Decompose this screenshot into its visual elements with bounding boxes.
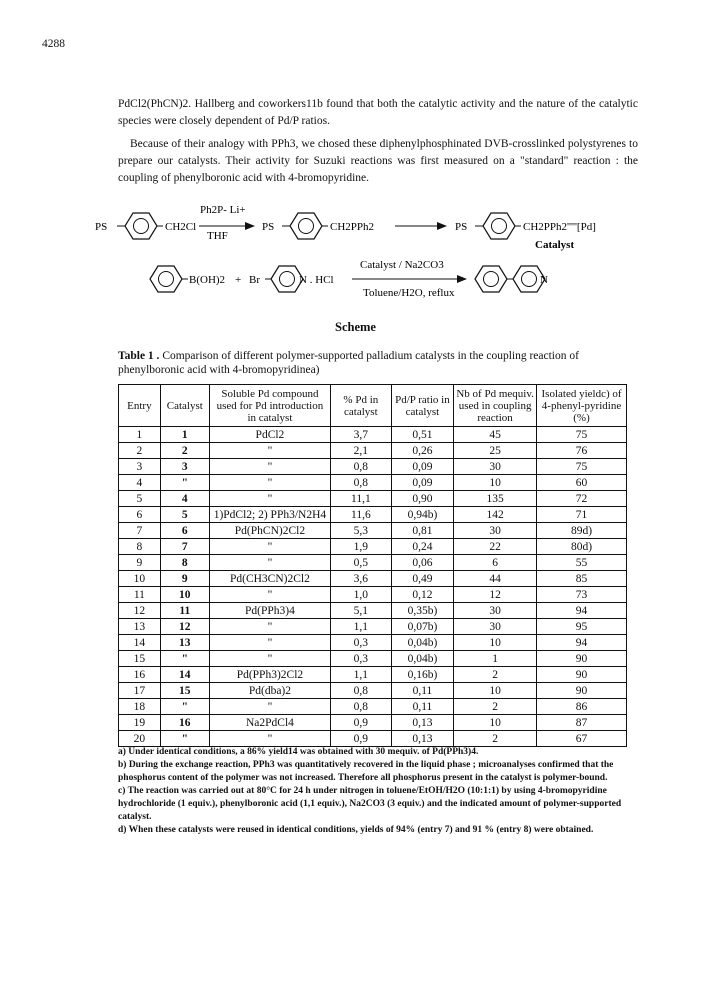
cell-pd-compound: " bbox=[209, 731, 330, 747]
cell-yield: 60 bbox=[537, 475, 627, 491]
cell-pd-p-ratio: 0,12 bbox=[391, 587, 453, 603]
cell-pd-compound: Pd(PhCN)2Cl2 bbox=[209, 523, 330, 539]
cell-pd-percent: 0,9 bbox=[331, 715, 392, 731]
cell-catalyst: 11 bbox=[160, 603, 209, 619]
cell-pd-p-ratio: 0,11 bbox=[391, 683, 453, 699]
table-row bbox=[119, 699, 627, 715]
catalyst-label: Catalyst bbox=[535, 239, 575, 251]
cell-entry: 16 bbox=[119, 667, 161, 683]
cell-nb-pd: 30 bbox=[454, 603, 537, 619]
cell-pd-compound: " bbox=[209, 539, 330, 555]
cell-pd-p-ratio: 0,26 bbox=[391, 443, 453, 459]
plus-sign: + bbox=[235, 274, 242, 286]
page-number: 4288 bbox=[42, 38, 65, 50]
table-row bbox=[119, 619, 627, 635]
cell-nb-pd: 10 bbox=[454, 715, 537, 731]
ch2pph2-label: CH2PPh2 bbox=[330, 221, 375, 233]
cell-yield: 72 bbox=[537, 491, 627, 507]
cell-entry: 10 bbox=[119, 571, 161, 587]
table-footnotes bbox=[118, 746, 638, 837]
header-nb-pd: Nb of Pd mequiv. used in coupling reaction bbox=[454, 385, 537, 427]
header-entry: Entry bbox=[119, 385, 161, 427]
cell-nb-pd: 30 bbox=[454, 459, 537, 475]
cell-catalyst: " bbox=[160, 475, 209, 491]
cell-yield: 90 bbox=[537, 667, 627, 683]
cell-pd-percent: 0,8 bbox=[331, 459, 392, 475]
reagent-top: Ph2P- Li+ bbox=[200, 204, 246, 216]
cell-catalyst: 13 bbox=[160, 635, 209, 651]
cell-nb-pd: 10 bbox=[454, 475, 537, 491]
cell-pd-percent: 1,1 bbox=[331, 619, 392, 635]
table-row bbox=[119, 475, 627, 491]
table-row bbox=[119, 731, 627, 747]
table-row bbox=[119, 507, 627, 523]
cell-pd-percent: 0,3 bbox=[331, 651, 392, 667]
cell-pd-percent: 3,7 bbox=[331, 427, 392, 443]
cell-entry: 12 bbox=[119, 603, 161, 619]
cell-pd-p-ratio: 0,07b) bbox=[391, 619, 453, 635]
reaction-scheme bbox=[95, 196, 635, 316]
cell-pd-compound: 1)PdCl2; 2) PPh3/N2H4 bbox=[209, 507, 330, 523]
header-yield: Isolated yieldc) of 4-phenyl-pyridine (%) bbox=[537, 385, 627, 427]
footnote-d: d) When these catalysts were reused in identical conditions, yields of 94% (entry 7) and 91 % (entry 8) were obtained. bbox=[118, 825, 594, 835]
cell-yield: 89d) bbox=[537, 523, 627, 539]
cell-catalyst: 12 bbox=[160, 619, 209, 635]
cell-pd-p-ratio: 0,09 bbox=[391, 475, 453, 491]
cell-yield: 87 bbox=[537, 715, 627, 731]
table-row bbox=[119, 715, 627, 731]
cell-entry: 20 bbox=[119, 731, 161, 747]
cell-pd-compound: " bbox=[209, 443, 330, 459]
cell-entry: 11 bbox=[119, 587, 161, 603]
n-label-product: N bbox=[540, 274, 548, 286]
cell-pd-compound: " bbox=[209, 491, 330, 507]
table-caption-label: Table 1 . bbox=[118, 350, 160, 362]
cell-yield: 55 bbox=[537, 555, 627, 571]
cell-catalyst: " bbox=[160, 731, 209, 747]
cell-catalyst: 8 bbox=[160, 555, 209, 571]
cell-entry: 17 bbox=[119, 683, 161, 699]
table-row bbox=[119, 603, 627, 619]
cell-pd-p-ratio: 0,04b) bbox=[391, 635, 453, 651]
table-row bbox=[119, 427, 627, 443]
biphenyl-product bbox=[475, 266, 545, 292]
cell-catalyst: 1 bbox=[160, 427, 209, 443]
table-row bbox=[119, 539, 627, 555]
footnote-b: b) During the exchange reaction, PPh3 was quantitatively recovered in the liquid phase ; microanalyses confirmed that the phosphorus content of the polymer was not increased. Therefore all phosphorus present in the catalyst is polymer-bound. bbox=[118, 760, 614, 783]
cell-pd-p-ratio: 0,13 bbox=[391, 715, 453, 731]
cell-pd-p-ratio: 0,09 bbox=[391, 459, 453, 475]
cell-nb-pd: 2 bbox=[454, 699, 537, 715]
cell-entry: 3 bbox=[119, 459, 161, 475]
benzene-ring-3 bbox=[483, 213, 515, 239]
cell-pd-compound: " bbox=[209, 699, 330, 715]
cell-catalyst: 7 bbox=[160, 539, 209, 555]
cell-entry: 19 bbox=[119, 715, 161, 731]
cell-catalyst: " bbox=[160, 651, 209, 667]
ch2cl-label: CH2Cl bbox=[165, 221, 197, 233]
cell-entry: 18 bbox=[119, 699, 161, 715]
cell-pd-p-ratio: 0,16b) bbox=[391, 667, 453, 683]
conditions-bottom: Toluene/H2O, reflux bbox=[363, 287, 455, 299]
cell-pd-percent: 5,1 bbox=[331, 603, 392, 619]
cell-nb-pd: 45 bbox=[454, 427, 537, 443]
cell-pd-compound: " bbox=[209, 587, 330, 603]
conditions-top: Catalyst / Na2CO3 bbox=[360, 259, 444, 271]
cell-nb-pd: 44 bbox=[454, 571, 537, 587]
cell-pd-percent: 0,5 bbox=[331, 555, 392, 571]
cell-pd-percent: 11,1 bbox=[331, 491, 392, 507]
paragraph-analogy: Because of their analogy with PPh3, we chosed these diphenylphosphinated DVB-crosslinked polystyrenes to prepare our catalysts. Their activity for Suzuki reactions was first measured on a "standard" reaction : the coupling of phenylboronic acid with 4-bromopyridine. bbox=[118, 138, 638, 184]
cell-entry: 7 bbox=[119, 523, 161, 539]
table-caption bbox=[118, 349, 638, 377]
cell-yield: 95 bbox=[537, 619, 627, 635]
cell-pd-p-ratio: 0,49 bbox=[391, 571, 453, 587]
reagent-bottom: THF bbox=[207, 230, 228, 242]
table-row bbox=[119, 571, 627, 587]
cell-yield: 80d) bbox=[537, 539, 627, 555]
table-row bbox=[119, 683, 627, 699]
cell-pd-p-ratio: 0,11 bbox=[391, 699, 453, 715]
ps-label-3: PS bbox=[455, 221, 468, 233]
paragraph-intro: PdCl2(PhCN)2. Hallberg and coworkers11b found that both the catalytic activity and the nature of the catalytic species were closely dependent of Pd/P ratios. bbox=[118, 98, 638, 127]
boronic-label: B(OH)2 bbox=[189, 274, 226, 286]
cell-pd-compound: " bbox=[209, 475, 330, 491]
cell-entry: 9 bbox=[119, 555, 161, 571]
cell-pd-compound: Pd(PPh3)4 bbox=[209, 603, 330, 619]
n-hcl-label: N . HCl bbox=[299, 274, 334, 286]
cell-entry: 2 bbox=[119, 443, 161, 459]
cell-catalyst: 10 bbox=[160, 587, 209, 603]
cell-pd-p-ratio: 0,06 bbox=[391, 555, 453, 571]
cell-yield: 73 bbox=[537, 587, 627, 603]
cell-pd-percent: 1,1 bbox=[331, 667, 392, 683]
cell-pd-percent: 1,0 bbox=[331, 587, 392, 603]
cell-nb-pd: 2 bbox=[454, 731, 537, 747]
cell-pd-percent: 5,3 bbox=[331, 523, 392, 539]
cell-nb-pd: 30 bbox=[454, 523, 537, 539]
cell-pd-p-ratio: 0,35b) bbox=[391, 603, 453, 619]
cell-pd-compound: " bbox=[209, 619, 330, 635]
ps-label-2: PS bbox=[262, 221, 275, 233]
cell-nb-pd: 22 bbox=[454, 539, 537, 555]
cell-yield: 67 bbox=[537, 731, 627, 747]
table-row bbox=[119, 443, 627, 459]
ch2pph2pd-label: CH2PPh2'''''[Pd] bbox=[523, 221, 596, 233]
table-row bbox=[119, 555, 627, 571]
table-row bbox=[119, 587, 627, 603]
cell-pd-compound: " bbox=[209, 555, 330, 571]
cell-nb-pd: 30 bbox=[454, 619, 537, 635]
cell-pd-compound: PdCl2 bbox=[209, 427, 330, 443]
cell-pd-compound: Na2PdCl4 bbox=[209, 715, 330, 731]
cell-pd-p-ratio: 0,81 bbox=[391, 523, 453, 539]
cell-catalyst: 4 bbox=[160, 491, 209, 507]
table-row bbox=[119, 523, 627, 539]
table-caption-text: Comparison of different polymer-supported palladium catalysts in the coupling reaction of phenylboronic acid with 4-bromopyridinea) bbox=[118, 350, 579, 376]
cell-entry: 6 bbox=[119, 507, 161, 523]
cell-nb-pd: 6 bbox=[454, 555, 537, 571]
benzene-ring-1 bbox=[125, 213, 157, 239]
cell-pd-p-ratio: 0,13 bbox=[391, 731, 453, 747]
cell-nb-pd: 12 bbox=[454, 587, 537, 603]
cell-pd-p-ratio: 0,51 bbox=[391, 427, 453, 443]
cell-pd-percent: 1,9 bbox=[331, 539, 392, 555]
cell-entry: 13 bbox=[119, 619, 161, 635]
cell-catalyst: " bbox=[160, 699, 209, 715]
cell-entry: 4 bbox=[119, 475, 161, 491]
cell-pd-percent: 11,6 bbox=[331, 507, 392, 523]
cell-pd-compound: Pd(PPh3)2Cl2 bbox=[209, 667, 330, 683]
table-row bbox=[119, 667, 627, 683]
table-row bbox=[119, 635, 627, 651]
cell-pd-p-ratio: 0,24 bbox=[391, 539, 453, 555]
cell-pd-compound: Pd(dba)2 bbox=[209, 683, 330, 699]
cell-nb-pd: 10 bbox=[454, 683, 537, 699]
cell-yield: 71 bbox=[537, 507, 627, 523]
cell-pd-percent: 0,8 bbox=[331, 683, 392, 699]
cell-nb-pd: 135 bbox=[454, 491, 537, 507]
table-row bbox=[119, 651, 627, 667]
ps-label-1: PS bbox=[95, 221, 108, 233]
cell-entry: 5 bbox=[119, 491, 161, 507]
cell-yield: 75 bbox=[537, 459, 627, 475]
cell-yield: 90 bbox=[537, 651, 627, 667]
footnote-c: c) The reaction was carried out at 80°C for 24 h under nitrogen in toluene/EtOH/H2O (10:1:1) by using 4-bromopyridine hydrochloride (1 equiv.), phenylboronic acid (1,1 equiv.), Na2CO3 (3 equiv.) and the indicated amount of polymer-supported catalyst. bbox=[118, 786, 622, 822]
cell-nb-pd: 10 bbox=[454, 635, 537, 651]
cell-pd-compound: Pd(CH3CN)2Cl2 bbox=[209, 571, 330, 587]
cell-catalyst: 2 bbox=[160, 443, 209, 459]
cell-pd-p-ratio: 0,94b) bbox=[391, 507, 453, 523]
catalyst-comparison-table bbox=[118, 384, 627, 747]
cell-yield: 76 bbox=[537, 443, 627, 459]
cell-catalyst: 5 bbox=[160, 507, 209, 523]
cell-yield: 94 bbox=[537, 603, 627, 619]
cell-entry: 15 bbox=[119, 651, 161, 667]
cell-pd-compound: " bbox=[209, 459, 330, 475]
cell-catalyst: 9 bbox=[160, 571, 209, 587]
table-header-row bbox=[119, 385, 627, 427]
cell-yield: 94 bbox=[537, 635, 627, 651]
header-pd-percent: % Pd in catalyst bbox=[331, 385, 392, 427]
cell-entry: 1 bbox=[119, 427, 161, 443]
scheme-title: Scheme bbox=[335, 320, 376, 334]
cell-catalyst: 15 bbox=[160, 683, 209, 699]
cell-pd-p-ratio: 0,90 bbox=[391, 491, 453, 507]
cell-catalyst: 14 bbox=[160, 667, 209, 683]
cell-yield: 90 bbox=[537, 683, 627, 699]
cell-nb-pd: 142 bbox=[454, 507, 537, 523]
cell-nb-pd: 1 bbox=[454, 651, 537, 667]
cell-pd-percent: 0,8 bbox=[331, 699, 392, 715]
cell-catalyst: 6 bbox=[160, 523, 209, 539]
footnote-a: a) Under identical conditions, a 86% yield14 was obtained with 30 mequiv. of Pd(PPh3)4. bbox=[118, 747, 479, 757]
br-label: Br bbox=[249, 274, 260, 286]
cell-nb-pd: 2 bbox=[454, 667, 537, 683]
table-row bbox=[119, 459, 627, 475]
cell-pd-compound: " bbox=[209, 651, 330, 667]
cell-catalyst: 16 bbox=[160, 715, 209, 731]
benzene-ring-2 bbox=[290, 213, 322, 239]
cell-pd-percent: 0,9 bbox=[331, 731, 392, 747]
cell-pd-percent: 2,1 bbox=[331, 443, 392, 459]
cell-entry: 8 bbox=[119, 539, 161, 555]
cell-entry: 14 bbox=[119, 635, 161, 651]
cell-pd-percent: 0,3 bbox=[331, 635, 392, 651]
cell-pd-compound: " bbox=[209, 635, 330, 651]
cell-pd-percent: 3,6 bbox=[331, 571, 392, 587]
cell-pd-p-ratio: 0,04b) bbox=[391, 651, 453, 667]
cell-catalyst: 3 bbox=[160, 459, 209, 475]
cell-pd-percent: 0,8 bbox=[331, 475, 392, 491]
header-pd-p-ratio: Pd/P ratio in catalyst bbox=[391, 385, 453, 427]
cell-yield: 85 bbox=[537, 571, 627, 587]
cell-yield: 86 bbox=[537, 699, 627, 715]
cell-nb-pd: 25 bbox=[454, 443, 537, 459]
header-pd-compound: Soluble Pd compound used for Pd introduction in catalyst bbox=[209, 385, 330, 427]
benzene-ring-4 bbox=[150, 266, 182, 292]
header-catalyst: Catalyst bbox=[160, 385, 209, 427]
cell-yield: 75 bbox=[537, 427, 627, 443]
table-row bbox=[119, 491, 627, 507]
